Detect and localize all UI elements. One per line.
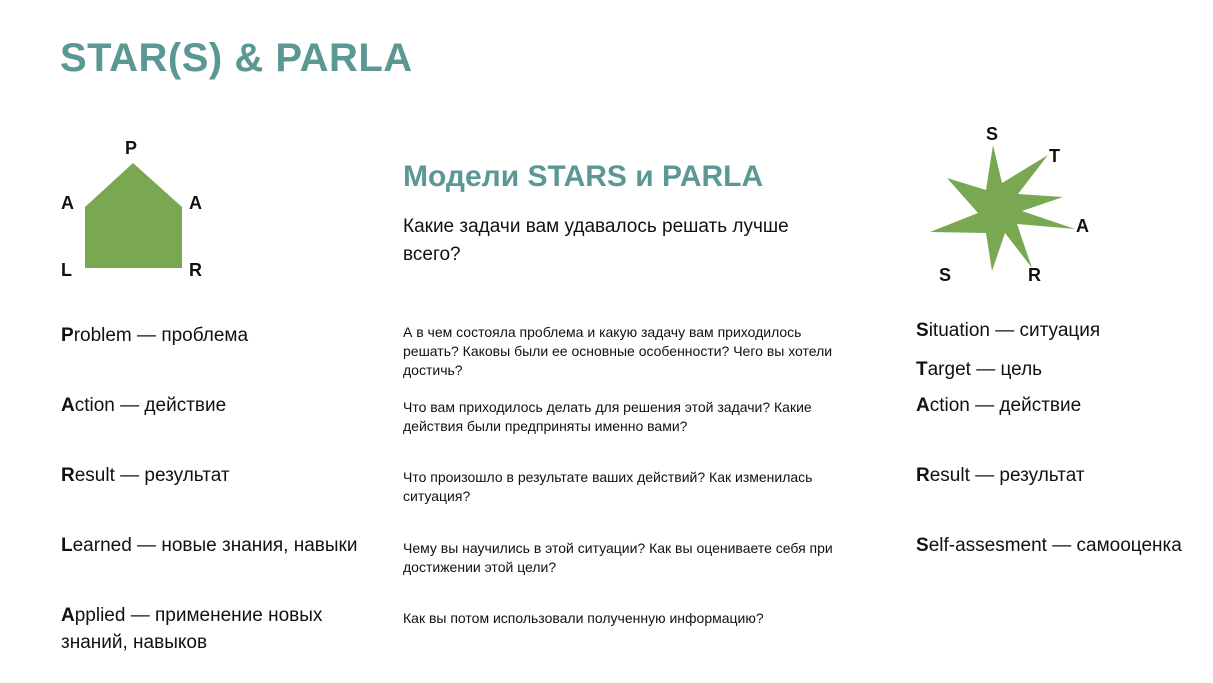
parla-term-applied: Applied — применение новых знаний, навыков — [61, 605, 323, 653]
stars-term-result: Result — результат — [916, 465, 1085, 486]
question-result: Что произошло в результате ваших действий? Как изменилась ситуация? — [403, 469, 813, 504]
page-title: STAR(S) & PARLA — [60, 36, 413, 80]
parla-term-learned: Learned — новые знания, навыки — [61, 535, 358, 556]
question-action: Что вам приходилось делать для решения этой задачи? Какие действия были предприняты именно вами? — [403, 399, 812, 434]
stars-letter-t: T — [1049, 146, 1060, 166]
stars-letter-a: A — [1076, 216, 1089, 236]
models-heading: Модели STARS и PARLA — [403, 160, 764, 193]
parla-term-action: Action — действие — [61, 395, 227, 416]
parla-term-problem: Problem — проблема — [61, 325, 249, 346]
stars-term-situation: Situation — ситуация — [916, 320, 1101, 341]
stars-letter-s-top: S — [986, 124, 999, 144]
main-question: Какие задачи вам удавалось решать лучше всего? — [403, 216, 789, 265]
stars-term-target: Target — цель — [916, 359, 1043, 380]
parla-letter-p: P — [125, 138, 138, 158]
stars-term-self-assessment: Self-assesment — самооценка — [916, 535, 1182, 556]
stars-star-shape — [925, 120, 1100, 290]
question-applied: Как вы потом использовали полученную информацию? — [403, 610, 764, 626]
stars-letter-s-bottom: S — [939, 265, 952, 285]
stars-term-action: Action — действие — [916, 395, 1082, 416]
parla-term-result: Result — результат — [61, 465, 230, 486]
question-learned: Чему вы научились в этой ситуации? Как вы оцениваете себя при достижении этой цели? — [403, 540, 833, 575]
stars-letter-r: R — [1028, 265, 1041, 285]
parla-diagram — [55, 135, 215, 280]
parla-letter-r: R — [189, 260, 202, 280]
question-problem: А в чем состояла проблема и какую задачу вам приходилось решать? Каковы были ее основные особенности? Чего вы хотели достичь? — [403, 324, 833, 378]
stars-diagram — [925, 120, 1100, 290]
parla-letter-a-left: A — [61, 193, 74, 213]
parla-letter-l: L — [61, 260, 72, 280]
parla-letter-a-right: A — [189, 193, 202, 213]
